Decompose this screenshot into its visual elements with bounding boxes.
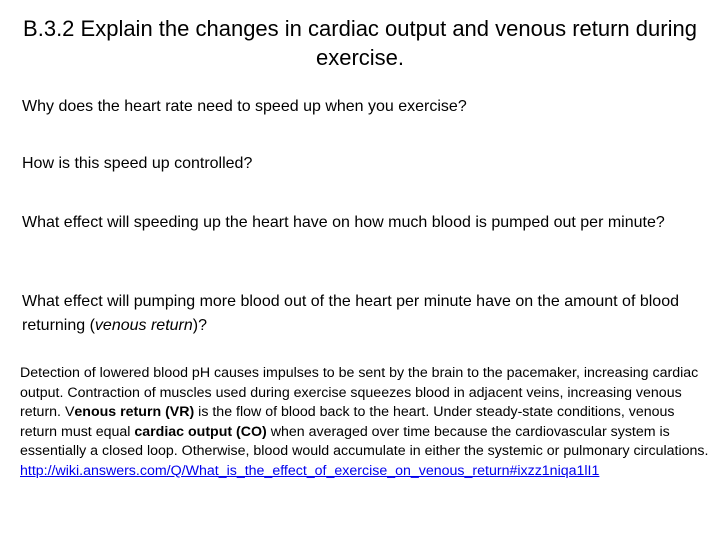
question-heart-rate: Why does the heart rate need to speed up when you exercise? xyxy=(22,98,467,115)
question-venous-return xyxy=(22,290,702,338)
question-venous-return-text: What effect will pumping more blood out of the heart per minute have on the amount of blood returning ( xyxy=(22,293,679,334)
answer-text-1: Detection of lowered blood pH causes impulses to be sent by the brain to the pacemaker, increasing cardiac output. Contraction of muscles used during exercise squeezes blood in adjacent veins, increasing venous return. V xyxy=(20,365,699,421)
answer-text-2: is the flow of blood back to the heart. Under steady-state conditions, venous return must equal xyxy=(20,404,675,440)
venous-return-definition-term: enous return (VR) xyxy=(74,404,195,421)
source-link[interactable]: http://wiki.answers.com/Q/What_is_the_effect_of_exercise_on_venous_return#ixzz1niqa1lI1 xyxy=(20,462,600,479)
answer-paragraph xyxy=(20,364,710,482)
question-venous-return-end: )? xyxy=(192,317,207,334)
venous-return-term: venous return xyxy=(94,317,193,334)
cardiac-output-term: cardiac output (CO) xyxy=(134,423,267,440)
question-blood-pumped: What effect will speeding up the heart have on how much blood is pumped out per minute? xyxy=(22,214,665,231)
answer-text-3: when averaged over time because the cardiovascular system is essentially a closed loop. Otherwise, blood would accumulate in either the systemic or pulmonary circulations. xyxy=(20,423,709,460)
question-control: How is this speed up controlled? xyxy=(22,155,253,172)
slide-title: B.3.2 Explain the changes in cardiac output and venous return during exercise. xyxy=(23,16,697,70)
